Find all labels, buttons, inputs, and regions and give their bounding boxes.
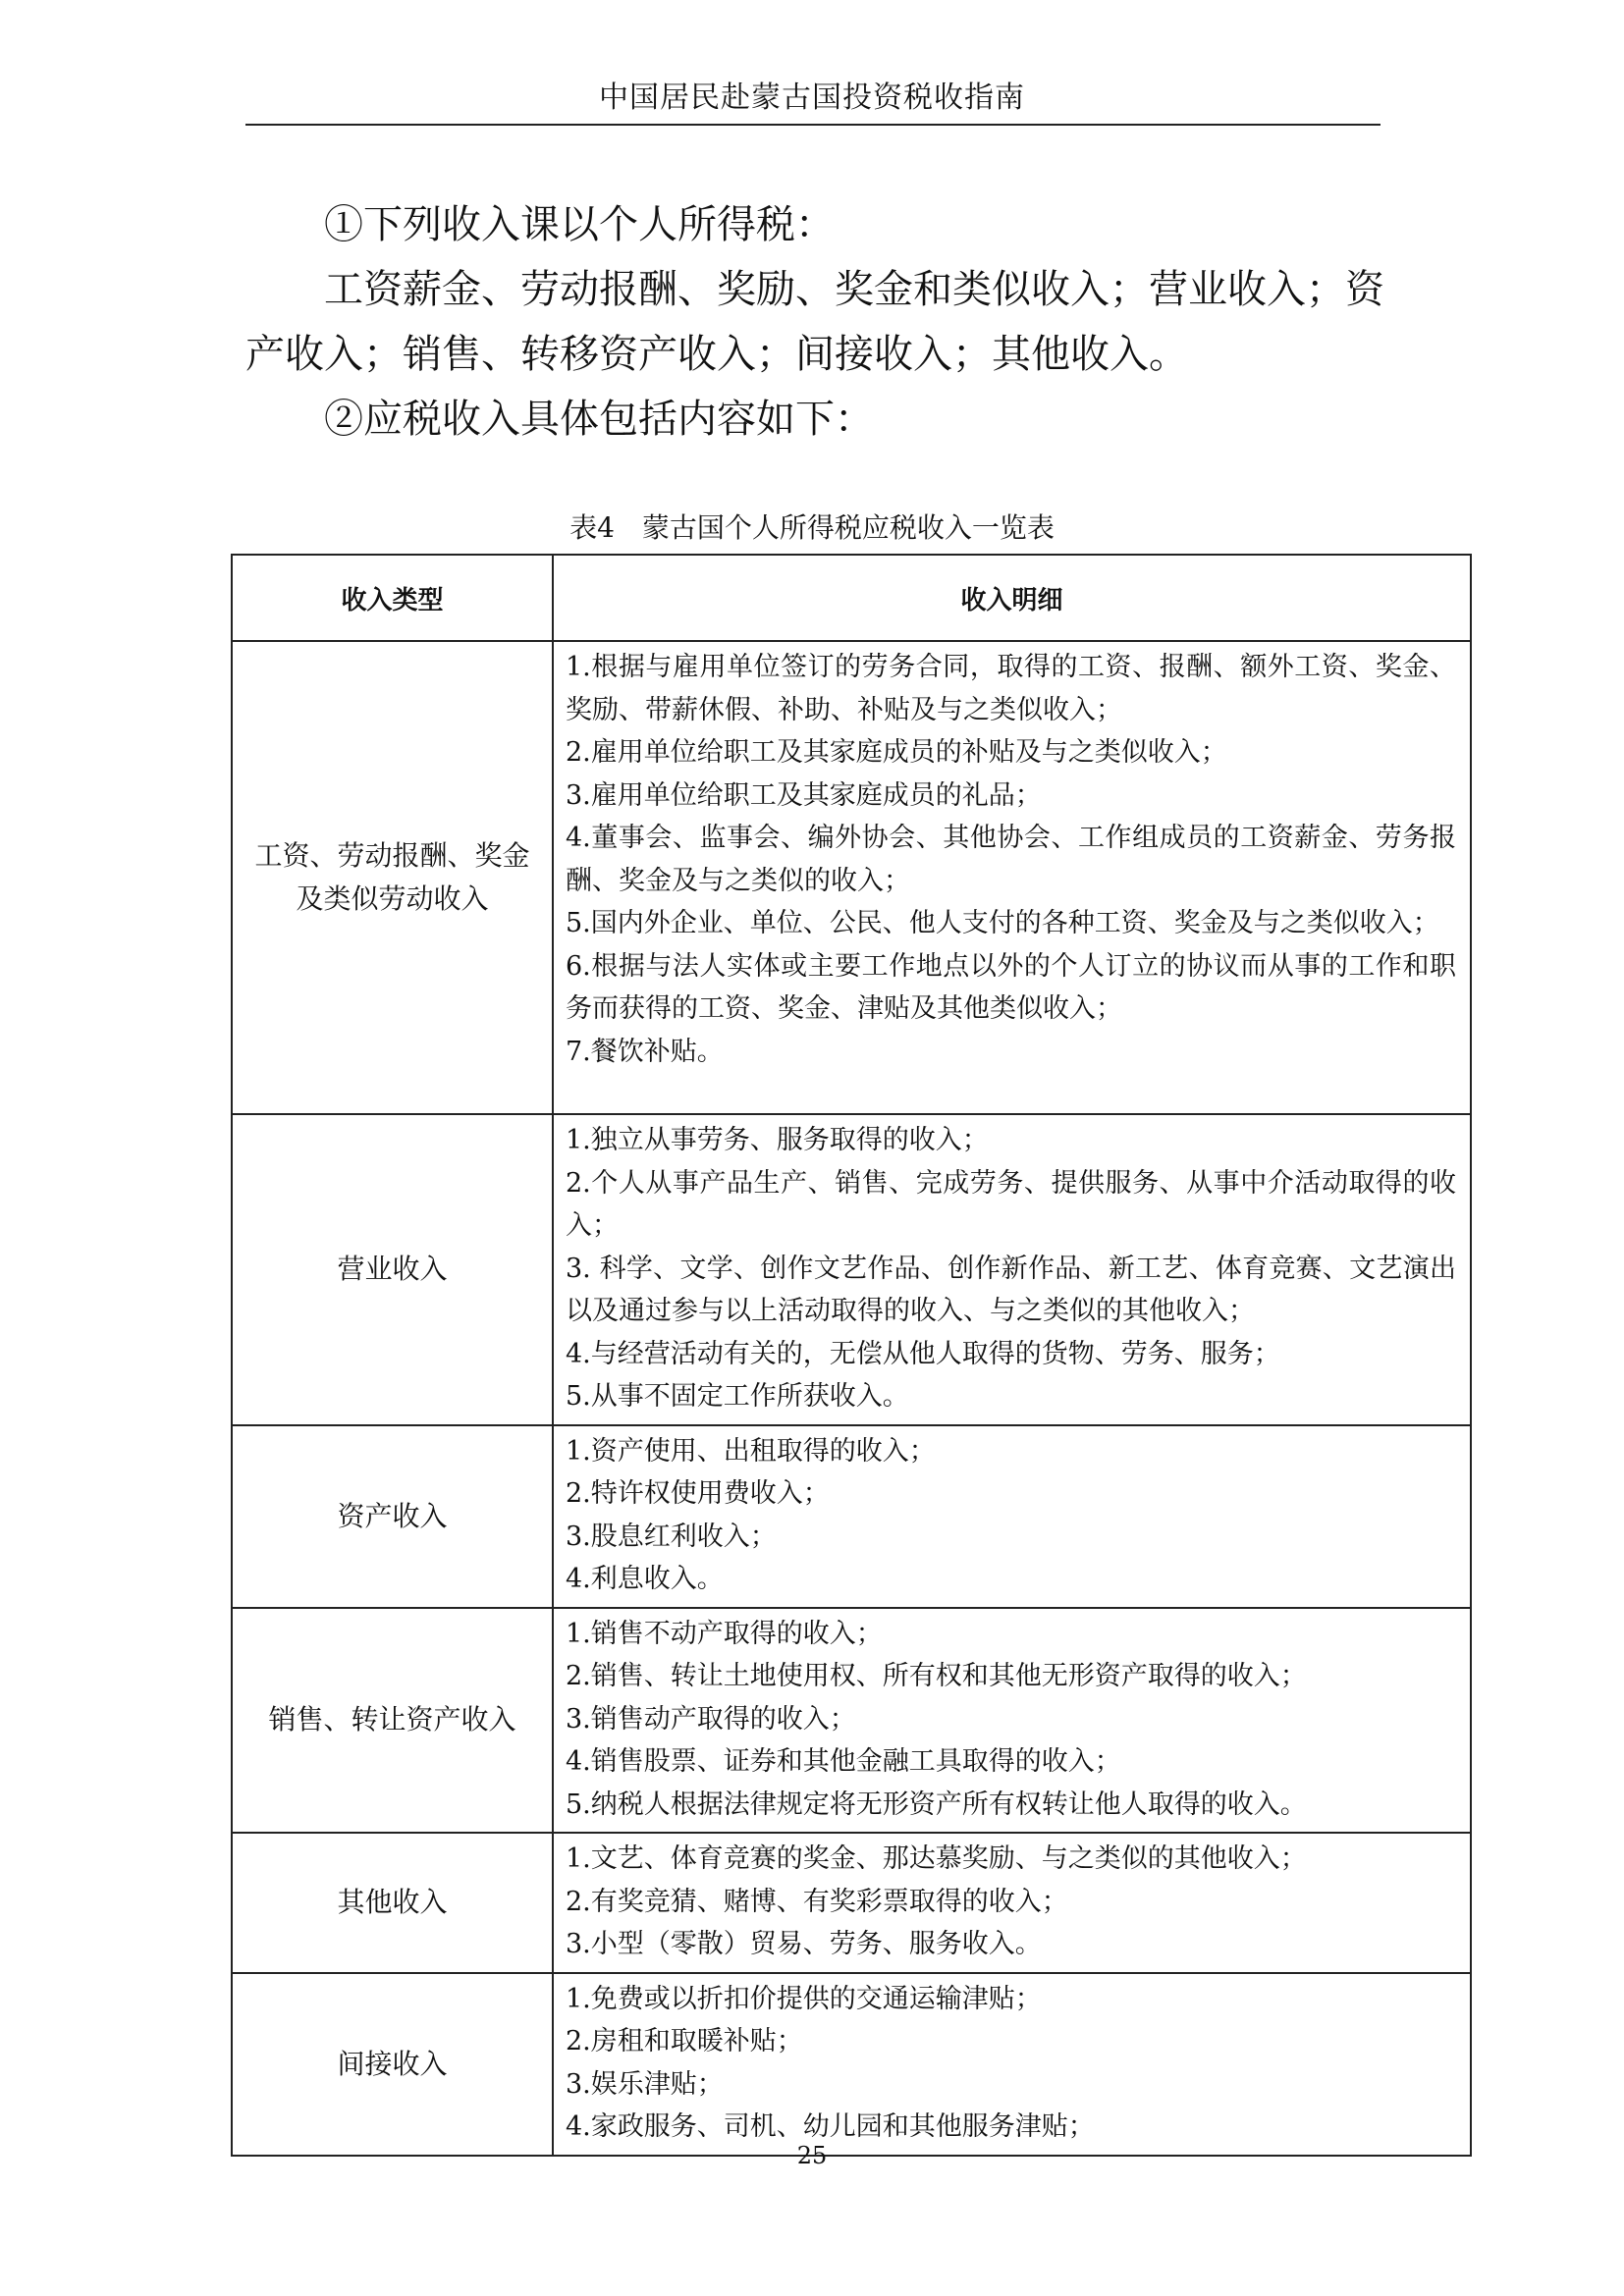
detail-item: 3.股息红利收入； xyxy=(566,1521,777,1552)
income-type-cell: 其他收入 xyxy=(232,1833,553,1973)
income-type-cell: 资产收入 xyxy=(232,1425,553,1608)
table-row xyxy=(232,1973,1471,2156)
detail-item: 3.雇用单位给职工及其家庭成员的礼品； xyxy=(566,779,1042,811)
detail-item: 4.销售股票、证券和其他金融工具取得的收入； xyxy=(566,1746,1121,1777)
detail-item: 5.国内外企业、单位、公民、他人支付的各种工资、奖金及与之类似收入； xyxy=(566,908,1439,938)
detail-item: 4.董事会、监事会、编外协会、其他协会、工作组成员的工资薪金、劳务报酬、奖金及与之类似的收入； xyxy=(566,823,1456,896)
detail-item: 2.雇用单位给职工及其家庭成员的补贴及与之类似收入； xyxy=(566,737,1227,768)
detail-item: 5.纳税人根据法律规定将无形资产所有权转让他人取得的收入。 xyxy=(566,1789,1307,1820)
income-detail-cell xyxy=(553,1973,1471,2156)
detail-item: 4.家政服务、司机、幼儿园和其他服务津贴； xyxy=(566,2111,1095,2142)
table-row xyxy=(232,641,1471,1114)
table-caption-number: 表4 xyxy=(569,511,615,544)
header-income-detail: 收入明细 xyxy=(553,555,1471,641)
income-detail-cell xyxy=(553,1114,1471,1425)
detail-item: 3.小型（零散）贸易、劳务、服务收入。 xyxy=(566,1929,1042,1959)
table-header-row xyxy=(232,555,1471,641)
detail-item: 2.销售、转让土地使用权、所有权和其他无形资产取得的收入； xyxy=(566,1661,1307,1691)
paragraph-1: ①下列收入课以个人所得税： xyxy=(324,202,835,247)
income-type-cell: 间接收入 xyxy=(232,1973,553,2156)
detail-item: 7.餐饮补贴。 xyxy=(566,1036,724,1067)
table-row xyxy=(232,1114,1471,1425)
detail-item: 2.个人从事产品生产、销售、完成劳务、提供服务、从事中介活动取得的收入； xyxy=(566,1167,1456,1241)
income-type-cell: 营业收入 xyxy=(232,1114,553,1425)
detail-item: 3. 科学、文学、创作文艺作品、创作新作品、新工艺、体育竞赛、文艺演出以及通过参与以上活动取得的收入、与之类似的其他收入； xyxy=(566,1253,1456,1326)
detail-item: 3.销售动产取得的收入； xyxy=(566,1703,856,1735)
detail-item: 6.根据与法人实体或主要工作地点以外的个人订立的协议而从事的工作和职务而获得的工资、奖金、津贴及其他类似收入； xyxy=(566,950,1456,1024)
detail-item: 1.文艺、体育竞赛的奖金、那达慕奖励、与之类似的其他收入； xyxy=(566,1843,1307,1874)
table-row xyxy=(232,1608,1471,1834)
paragraph-3: ②应税收入具体包括内容如下： xyxy=(324,397,874,442)
detail-item: 1.销售不动产取得的收入； xyxy=(566,1618,883,1649)
income-type-cell: 工资、劳动报酬、奖金及类似劳动收入 xyxy=(232,641,553,1114)
table-caption-text: 蒙古国个人所得税应税收入一览表 xyxy=(641,511,1055,544)
detail-item: 2.特许权使用费收入； xyxy=(566,1478,830,1509)
detail-item: 3.娱乐津贴； xyxy=(566,2068,724,2100)
income-detail-cell xyxy=(553,1833,1471,1973)
header-income-type: 收入类型 xyxy=(232,555,553,641)
header-divider xyxy=(245,124,1380,126)
detail-item: 1.根据与雇用单位签订的劳务合同，取得的工资、报酬、额外工资、奖金、奖励、带薪休假、补助、补贴及与之类似收入； xyxy=(566,652,1456,725)
income-detail-cell xyxy=(553,1425,1471,1608)
table-row xyxy=(232,1425,1471,1608)
detail-item: 4.与经营活动有关的，无偿从他人取得的货物、劳务、服务； xyxy=(566,1338,1280,1369)
income-detail-cell xyxy=(553,1608,1471,1834)
page-number: 25 xyxy=(796,2142,828,2169)
detail-item: 2.房租和取暖补贴； xyxy=(566,2026,803,2056)
detail-item: 1.资产使用、出租取得的收入； xyxy=(566,1435,936,1467)
detail-item: 4.利息收入。 xyxy=(566,1564,724,1594)
table-caption xyxy=(0,507,1624,546)
detail-item: 5.从事不固定工作所获收入。 xyxy=(566,1381,909,1412)
income-detail-cell xyxy=(553,641,1471,1114)
detail-item: 1.免费或以折扣价提供的交通运输津贴； xyxy=(566,1983,1042,2014)
page-header: 中国居民赴蒙古国投资税收指南 xyxy=(599,80,1025,115)
income-table xyxy=(231,554,1472,2157)
detail-item: 2.有奖竞猜、赌博、有奖彩票取得的收入； xyxy=(566,1886,1068,1917)
detail-item: 1.独立从事劳务、服务取得的收入； xyxy=(566,1125,989,1155)
income-type-cell: 销售、转让资产收入 xyxy=(232,1608,553,1834)
table-row xyxy=(232,1833,1471,1973)
paragraph-2: 工资薪金、劳动报酬、奖励、奖金和类似收入；营业收入；资产收入；销售、转移资产收入；间接收入；其他收入。 xyxy=(245,267,1384,377)
